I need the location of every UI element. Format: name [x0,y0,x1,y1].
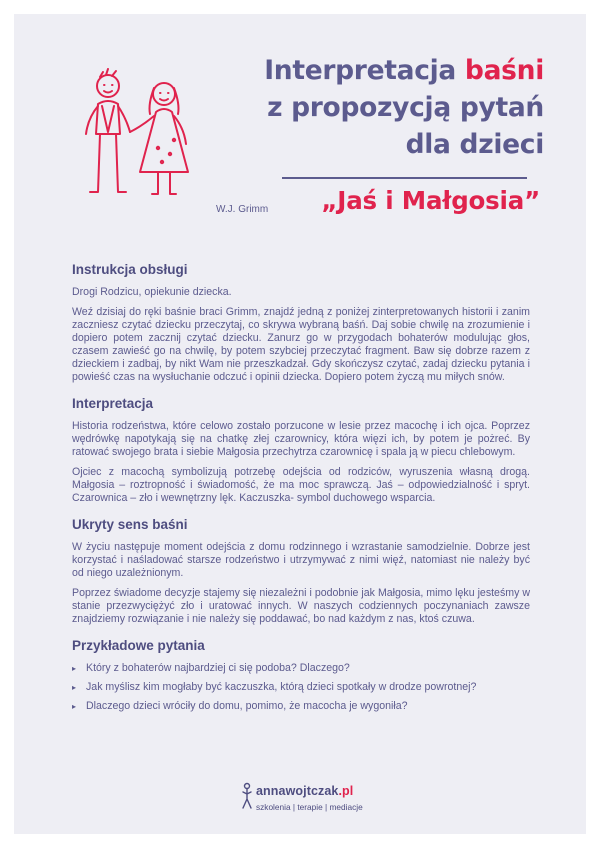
section-heading: Interpretacja [72,396,154,411]
main-content [72,262,530,719]
brand-name: annawojtczak.pl [256,784,354,798]
title-line2: z propozycją pytań [267,92,544,123]
brand-tagline: szkolenia | terapie | mediacje [256,802,363,812]
paragraph: Historia rodzeństwa, które celowo zostało porzucone w lesie przez macochę i ich ojca. Poprzez wędrówkę napotykają się na chatkę złej czarownicy, która więzi ich, by potem je pożreć. By ratować swojego brata i siebie Małgosia przechytrza czarownicę i spala ją w piecu chlebowym. [72,420,530,458]
paragraph: Ojciec z macochą symbolizują potrzebę odejścia od rodziców, wyruszenia własną drogą. Małgosia – roztropność i świadomość, że ma moc sprawczą. Jaś – odpowiedzialność i spryt. Czarownica – zło i wewnętrzny lęk. Kaczuszka- symbol duchowego wsparcia. [72,466,530,504]
paragraph: Drogi Rodzicu, opiekunie dziecka. [72,286,232,298]
list-item: ▸ Który z bohaterów najbardziej ci się podoba? Dlaczego? [72,662,350,674]
hidden-meaning-section [72,517,530,626]
questions-list [72,662,530,713]
title-line3: dla dzieci [405,129,544,160]
paragraph: W życiu następuje moment odejścia z domu rodzinnego i wzrastanie samodzielnie. Dobrze jest korzystać i naśladować starsze rodzeństwo i utrzymywać z nimi więź, natomiast nie należy być od niego uzależnionym. [72,541,530,579]
children-illustration [78,66,196,202]
paragraph: Weź dzisiaj do ręki baśnie braci Grimm, znajdź jedną z poniżej zinterpretowanych historii i zanim zaczniesz czytać dziecku przeczytaj, co skrywa wybraną baśń. Daj sobie chwilę na zrozumienie i dopiero potem zacznij czytać dziecku. Zanurz go w przygodach bohaterów modulując głos, czasem zawieść go na chwilę, by potem szybciej przeczytać fragment. Baw się dobrze razem z dzieckiem i zadbaj, by nikt Wam nie przeszkadzał. Gdy skończysz czytać, zadaj dziecku pytania i powieść czas na wysłuchanie odczuć i opinii dziecka. Dopiero potem życzą mu miłych snów. [72,306,530,383]
section-heading: Instrukcja obsługi [72,262,188,277]
list-item: ▸ Dlaczego dzieci wróciły do domu, pomimo, że macocha je wygoniła? [72,700,408,712]
interpretation-section [72,396,530,505]
bullet-icon: ▸ [72,702,77,711]
section-heading: Ukryty sens baśni [72,517,188,532]
bullet-icon: ▸ [72,683,77,692]
page-title [264,52,544,163]
figure-logo-icon [240,782,254,812]
instructions-section [72,262,530,384]
author: W.J. Grimm [216,204,269,215]
paragraph: Poprzez świadome decyzje stajemy się niezależni i podobnie jak Małgosia, mimo lęku jesteśmy w stanie przezwyciężyć zło i uratować innych. W naszych codziennych poczynaniach zawsze znajdziemy rozwiązanie i nie należy się poddawać, bo nad każdym z nas, ktoś czuwa. [72,587,530,625]
brand-logo [240,780,370,820]
bullet-icon: ▸ [72,664,77,673]
story-title: „Jaś i Małgosia” [321,186,540,215]
list-item: ▸ Jak myślisz kim mogłaby być kaczuszka, którą dzieci spotkały w drodze powrotnej? [72,681,477,693]
section-heading: Przykładowe pytania [72,638,205,653]
title-line1-b: baśni [464,55,544,86]
questions-section [72,638,530,713]
title-line1-a: Interpretacja [264,55,456,86]
title-divider [282,177,527,179]
